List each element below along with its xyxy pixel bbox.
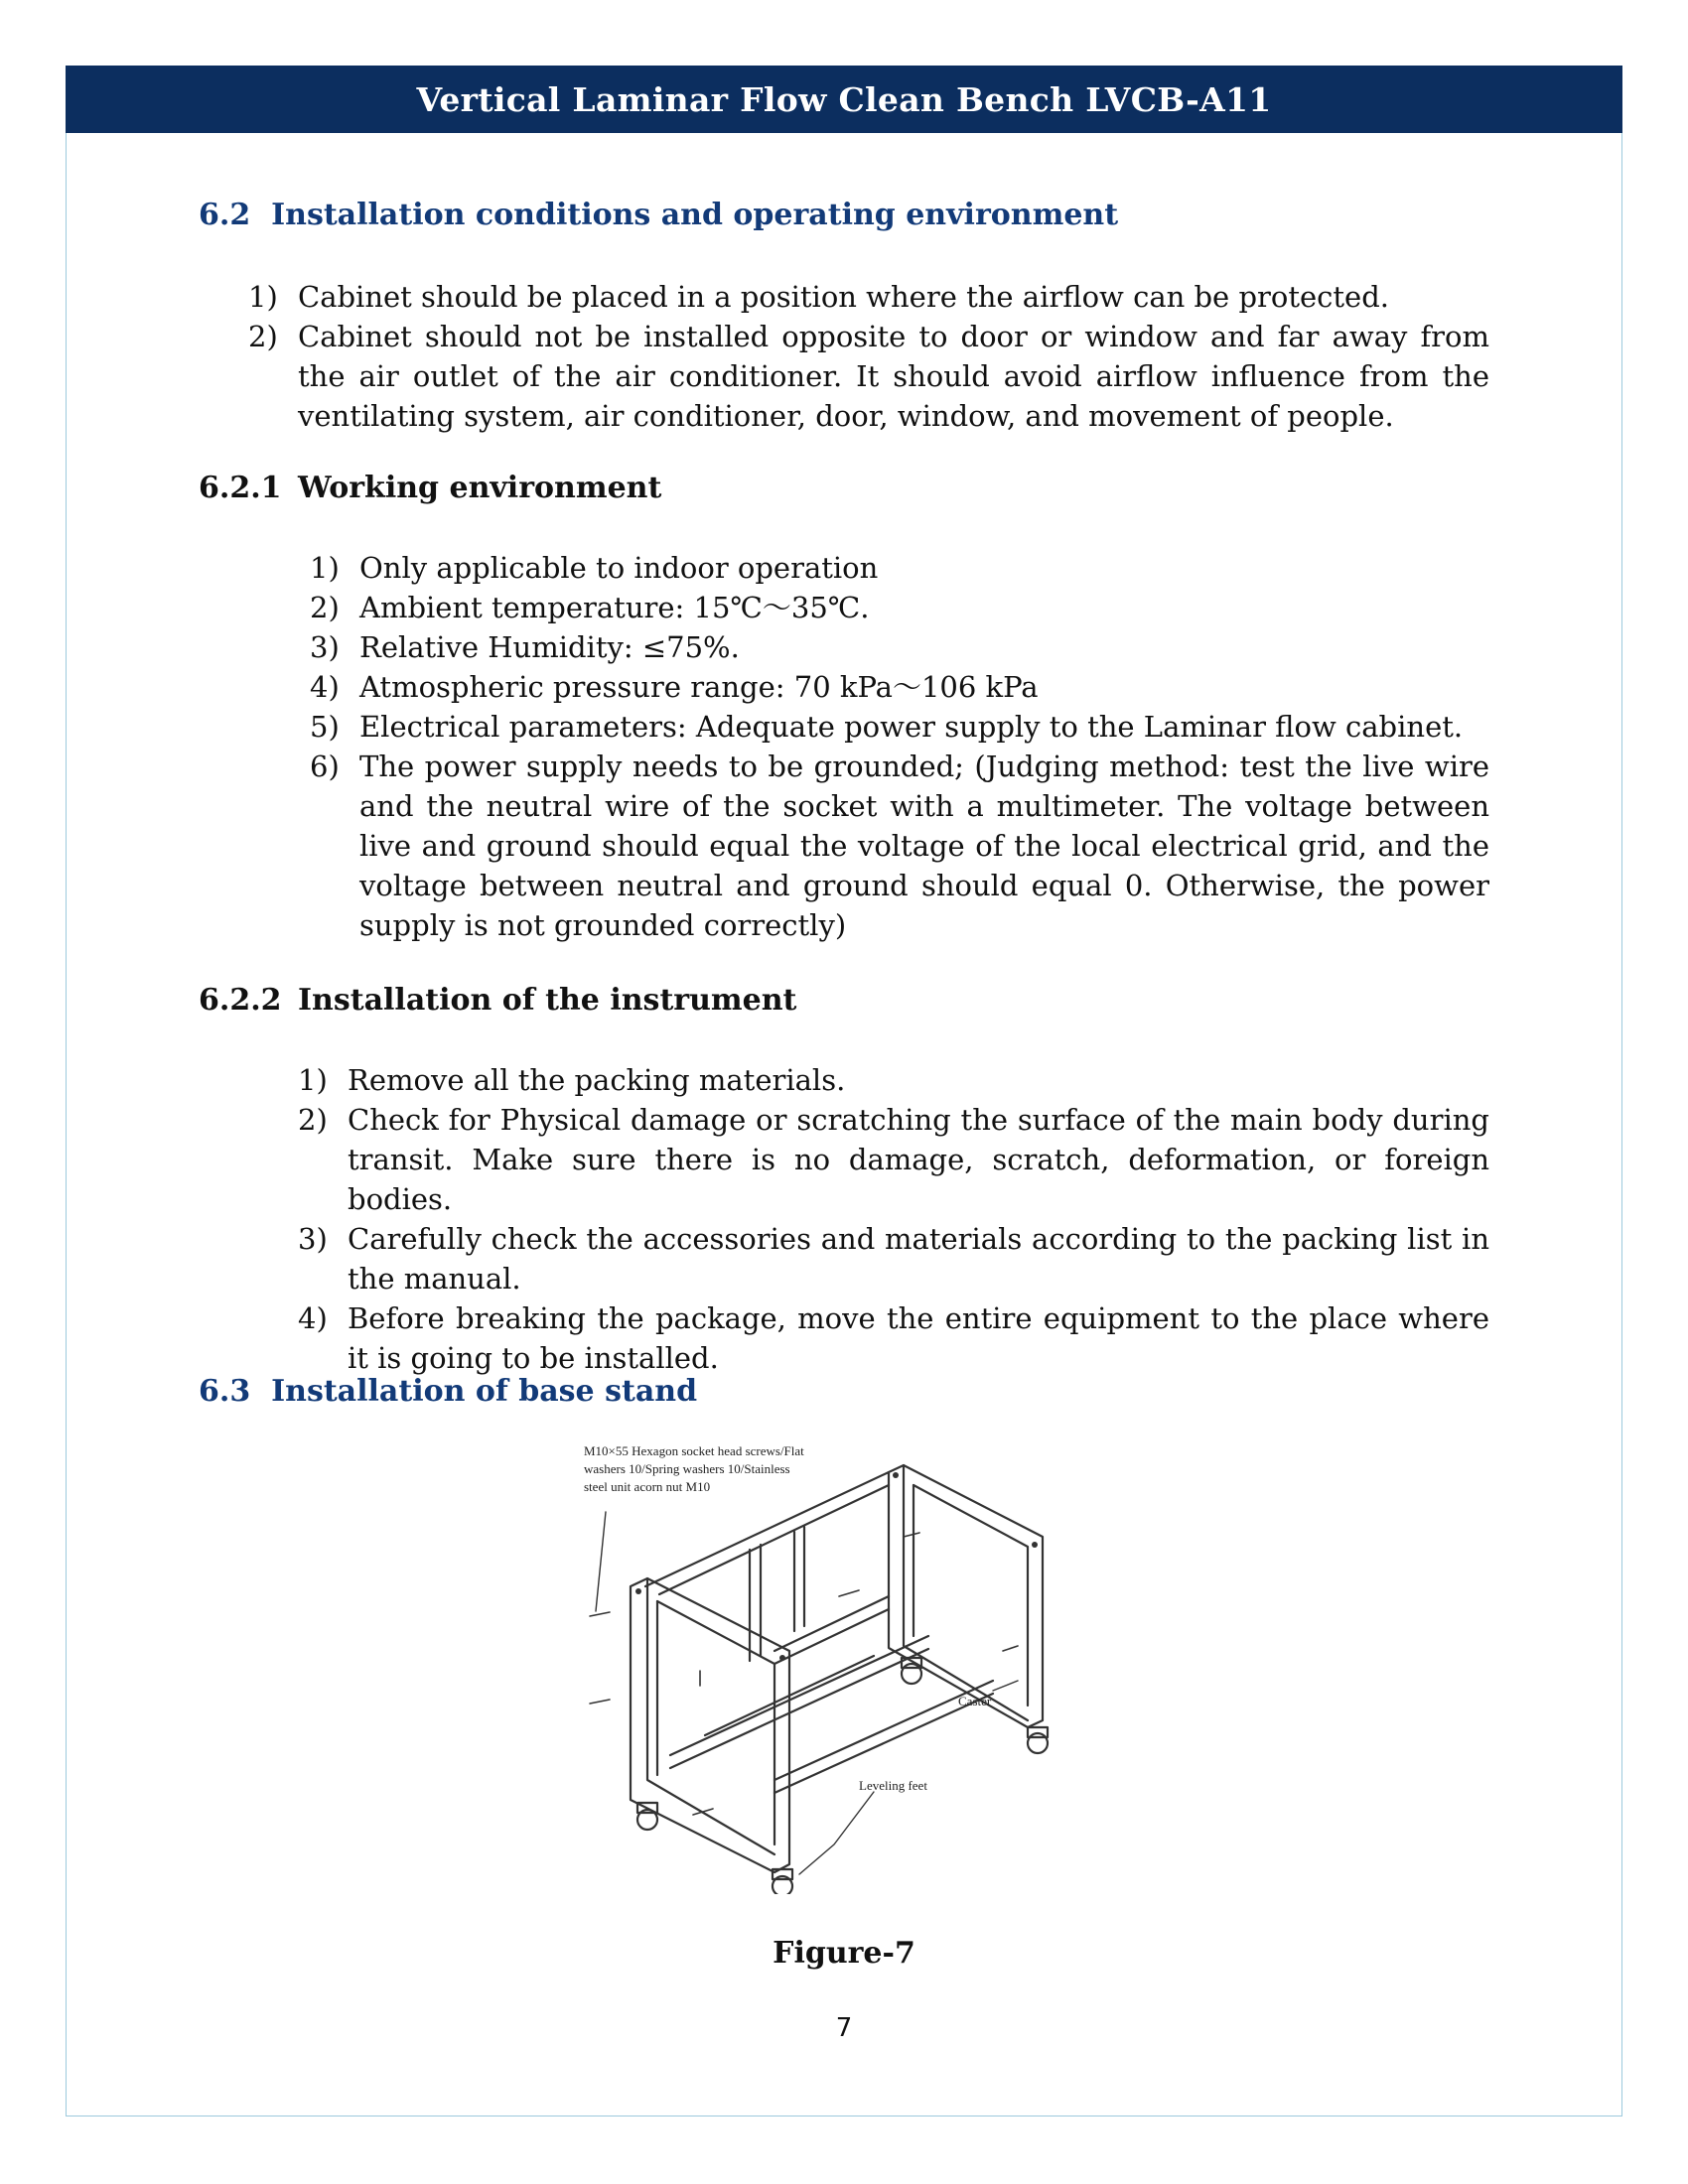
list-number: 6) xyxy=(310,750,340,783)
list-item-text: Atmospheric pressure range: 70 kPa～106 kPa xyxy=(359,670,1039,704)
list-number: 2) xyxy=(248,320,278,353)
section-6-2-1-heading xyxy=(199,471,661,505)
figure-caption: Figure-7 xyxy=(773,1936,915,1971)
list-item-text: Check for Physical damage or scratching the surface of the main body during transit. Make sure there is no damage, scratch, deformation, or foreign bodies. xyxy=(348,1103,1489,1216)
list-item xyxy=(310,548,1489,588)
list-item-text: Before breaking the package, move the entire equipment to the place where it is going to be installed. xyxy=(348,1301,1489,1375)
list-item xyxy=(248,317,1489,436)
bolt-heads xyxy=(635,1472,1038,1661)
list-item-text: Remove all the packing materials. xyxy=(348,1063,846,1097)
leveling-feet-label: Leveling feet xyxy=(859,1778,927,1793)
list-number: 2) xyxy=(298,1103,328,1137)
list-number: 1) xyxy=(248,280,278,314)
section-6-2-1-list xyxy=(310,548,1489,945)
caster-label: Caster xyxy=(958,1694,992,1708)
screws-label-line-2: washers 10/Spring washers 10/Stainless xyxy=(584,1461,790,1476)
list-number: 1) xyxy=(298,1063,328,1097)
section-6-3-heading xyxy=(199,1374,697,1409)
section-title: Installation of the instrument xyxy=(298,983,797,1018)
section-number: 6.2 xyxy=(199,198,251,232)
list-item-text: Cabinet should be placed in a position where the airflow can be protected. xyxy=(298,280,1389,314)
base-stand-figure xyxy=(576,1437,1112,1894)
list-item-text: Electrical parameters: Adequate power supply to the Laminar flow cabinet. xyxy=(359,710,1464,744)
page-header xyxy=(66,66,1622,133)
section-6-2-heading xyxy=(199,198,1118,232)
screws-label-line-1: M10×55 Hexagon socket head screws/Flat xyxy=(584,1443,804,1458)
list-item-text: Carefully check the accessories and materials according to the packing list in the manual. xyxy=(348,1222,1489,1296)
list-number: 4) xyxy=(298,1301,328,1335)
section-title: Installation of base stand xyxy=(271,1374,698,1409)
list-number: 5) xyxy=(310,710,340,744)
section-title: Installation conditions and operating environment xyxy=(271,198,1119,232)
list-item xyxy=(298,1060,1489,1100)
list-item xyxy=(310,627,1489,667)
list-item xyxy=(310,667,1489,707)
list-item-text: Relative Humidity: ≤75%. xyxy=(359,630,740,664)
page-number: 7 xyxy=(835,2013,853,2043)
list-item xyxy=(310,747,1489,945)
section-number: 6.2.1 xyxy=(199,471,282,505)
back-frame xyxy=(889,1465,1043,1727)
list-number: 3) xyxy=(298,1222,328,1256)
list-item-text: Cabinet should not be installed opposite to door or window and far away from the air outlet of the air conditioner. It should avoid airflow influence from the ventilating system, air conditioner, door, window, and movement of people. xyxy=(298,320,1489,433)
bottom-rails xyxy=(670,1636,993,1793)
section-title: Working environment xyxy=(298,471,662,505)
list-number: 3) xyxy=(310,630,340,664)
top-rails xyxy=(645,1472,889,1664)
screws-label-line-3: steel unit acorn nut M10 xyxy=(584,1479,711,1494)
list-item xyxy=(248,277,1489,317)
list-number: 1) xyxy=(310,551,340,585)
list-item xyxy=(310,707,1489,747)
list-number: 2) xyxy=(310,591,340,624)
list-item xyxy=(298,1298,1489,1378)
section-6-2-2-list xyxy=(298,1060,1489,1378)
section-6-2-list xyxy=(248,277,1489,436)
list-item xyxy=(310,588,1489,627)
list-number: 4) xyxy=(310,670,340,704)
document-title: Vertical Laminar Flow Clean Bench LVCB-A11 xyxy=(416,79,1272,119)
section-number: 6.2.2 xyxy=(199,983,282,1018)
list-item-text: Only applicable to indoor operation xyxy=(359,551,879,585)
section-number: 6.3 xyxy=(199,1374,251,1409)
list-item xyxy=(298,1100,1489,1219)
list-item-text: Ambient temperature: 15℃～35℃. xyxy=(359,591,870,624)
list-item xyxy=(298,1219,1489,1298)
list-item-text: The power supply needs to be grounded; (Judging method: test the live wire and the neutral wire of the socket with a multimeter. The voltage between live and ground should equal the voltage of the local electrical grid, and the voltage between neutral and ground should equal 0. Otherwise, the power supply is not grounded correctly) xyxy=(359,750,1489,942)
section-6-2-2-heading xyxy=(199,983,796,1018)
